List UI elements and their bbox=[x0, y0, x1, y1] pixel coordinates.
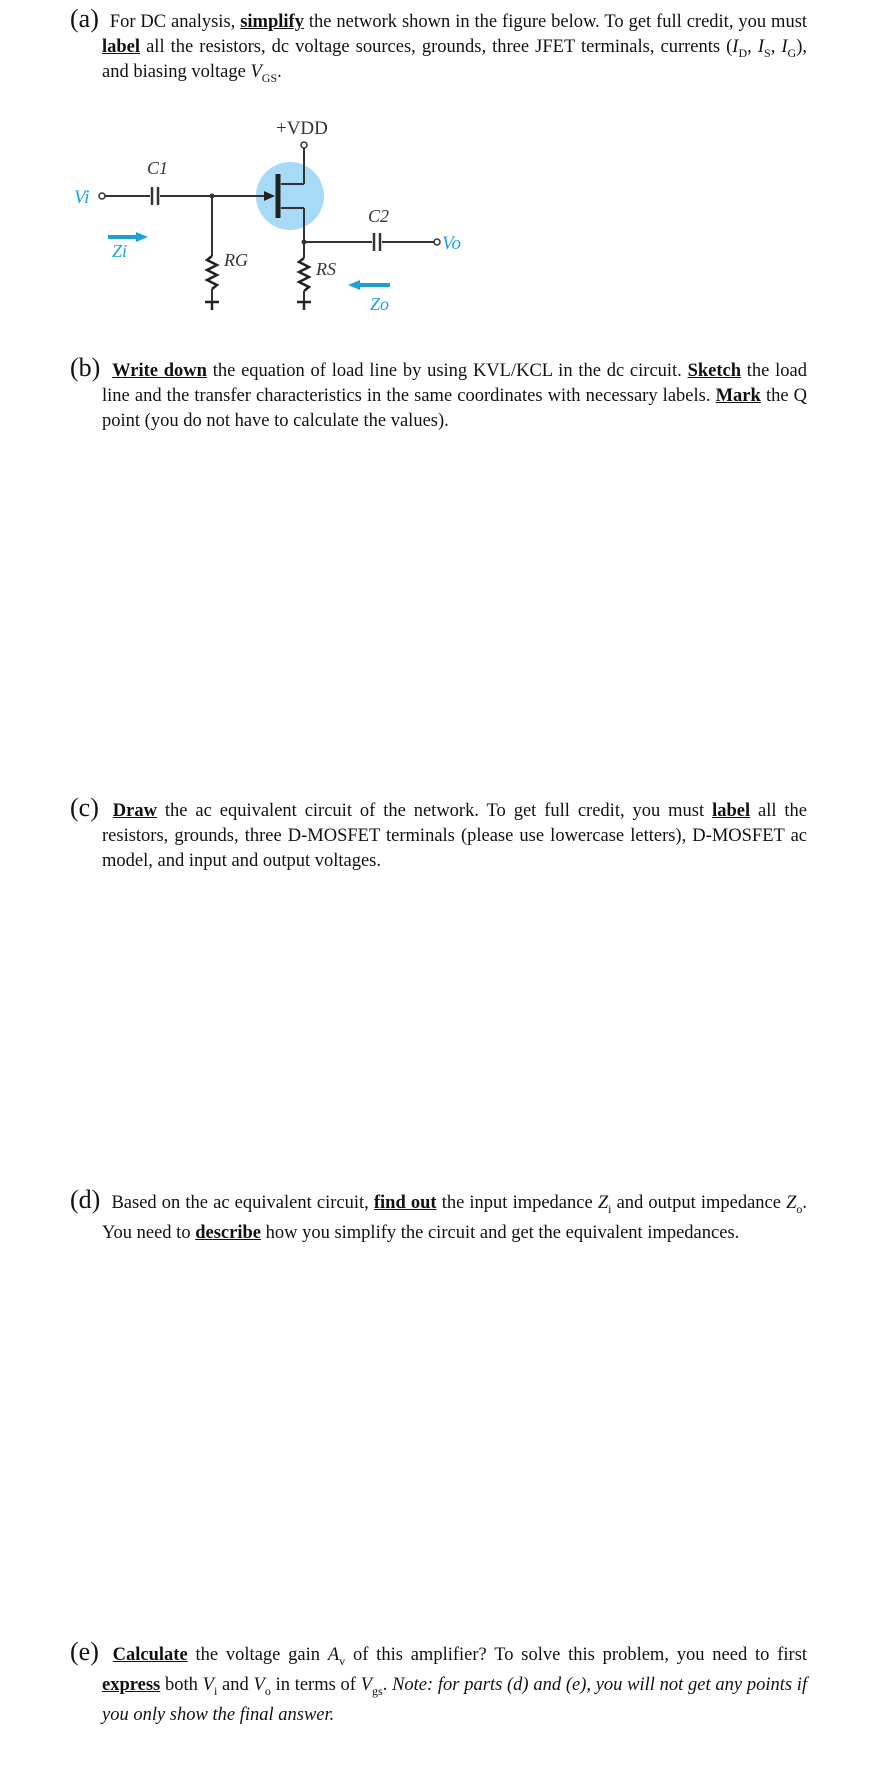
text: all the resistors, grounds, three D-MOSFET terminals (please use lowercase letters), D-MOSFET ac model, and input and output voltages. bbox=[102, 801, 808, 871]
symbol-id: I bbox=[732, 37, 739, 57]
symbol-vgs-sub: gs bbox=[372, 1684, 383, 1698]
vo-terminal bbox=[434, 239, 440, 245]
text: and output impedance bbox=[616, 1193, 781, 1213]
text: . You need to bbox=[102, 1193, 808, 1243]
text: . bbox=[277, 62, 282, 82]
symbol-id-sub: D bbox=[738, 46, 748, 60]
symbol-zi: Z bbox=[597, 1193, 609, 1213]
symbol-zo-sub: o bbox=[796, 1202, 803, 1216]
text: Based on the ac equivalent circuit, bbox=[111, 1193, 369, 1213]
keyword-sketch: Sketch bbox=[687, 361, 742, 381]
symbol-vgs: V bbox=[250, 62, 262, 82]
zo-label: Zo bbox=[370, 294, 390, 314]
vi-terminal bbox=[99, 193, 105, 199]
keyword-describe: describe bbox=[195, 1223, 261, 1243]
question-b bbox=[70, 355, 807, 434]
keyword-draw: Draw bbox=[112, 801, 157, 821]
c2-label: C2 bbox=[368, 206, 390, 226]
zi-arrow-head bbox=[136, 232, 148, 242]
vi-label: Vi bbox=[74, 187, 90, 208]
jfet-circuit-diagram bbox=[74, 112, 461, 322]
keyword-find-out: find out bbox=[373, 1193, 437, 1213]
keyword-calculate: Calculate bbox=[112, 1645, 188, 1665]
symbol-vi-sub: i bbox=[213, 1684, 218, 1698]
rs-resistor bbox=[299, 258, 309, 291]
keyword-label: label bbox=[712, 801, 751, 821]
keyword-write-down: Write down bbox=[112, 361, 207, 381]
text: the input impedance bbox=[441, 1193, 593, 1213]
text: how you simplify the circuit and get the equivalent impedances. bbox=[265, 1223, 740, 1243]
text: in terms of bbox=[275, 1675, 356, 1695]
note-text: Note: for parts (d) and (e), you will not get any points if you only show the final answer. bbox=[102, 1675, 808, 1725]
text: the load line and the transfer characteristics in the same coordinates with necessary labels. bbox=[102, 361, 808, 406]
symbol-ig: I bbox=[781, 37, 788, 57]
text: For DC analysis, bbox=[109, 12, 236, 32]
question-c-label: (c) bbox=[70, 793, 99, 822]
symbol-vgs: V bbox=[360, 1675, 373, 1695]
zo-arrow-head bbox=[348, 280, 360, 290]
keyword-express: express bbox=[102, 1675, 161, 1695]
text: of this amplifier? To solve this problem, you need to first bbox=[352, 1645, 808, 1665]
vdd-terminal bbox=[301, 142, 307, 148]
symbol-is-sub: S bbox=[764, 46, 771, 60]
text: , bbox=[770, 37, 782, 57]
question-c bbox=[70, 795, 807, 874]
symbol-vo-sub: o bbox=[264, 1684, 271, 1698]
vdd-label: +VDD bbox=[276, 118, 328, 139]
symbol-vgs-sub: GS bbox=[261, 71, 278, 85]
question-e-label: (e) bbox=[70, 1637, 99, 1666]
vo-label: Vo bbox=[442, 233, 461, 254]
question-d bbox=[70, 1185, 807, 1248]
symbol-ig-sub: G bbox=[787, 46, 797, 60]
symbol-av-sub: v bbox=[339, 1654, 346, 1668]
text: the Q point (you do not have to calculate the values). bbox=[102, 386, 808, 431]
rg-resistor bbox=[207, 256, 217, 289]
symbol-av: A bbox=[327, 1645, 340, 1665]
keyword-simplify: simplify bbox=[240, 12, 304, 32]
text: ), and biasing voltage bbox=[102, 37, 808, 82]
text: the network shown in the figure below. To get full credit, you must bbox=[308, 12, 808, 32]
keyword-mark: Mark bbox=[715, 386, 761, 406]
rs-label: RS bbox=[316, 259, 336, 279]
text: the voltage gain bbox=[195, 1645, 321, 1665]
text: all the resistors, dc voltage sources, grounds, three JFET terminals, currents ( bbox=[146, 37, 733, 57]
question-d-label: (d) bbox=[70, 1185, 101, 1214]
text: and bbox=[222, 1675, 249, 1695]
c1-label: C1 bbox=[147, 158, 169, 178]
symbol-vo: V bbox=[253, 1675, 265, 1695]
question-e bbox=[70, 1637, 807, 1730]
text: . bbox=[382, 1675, 388, 1695]
symbol-zi-sub: i bbox=[608, 1202, 612, 1216]
keyword-label: label bbox=[102, 37, 141, 57]
question-a bbox=[70, 6, 807, 85]
question-b-label: (b) bbox=[70, 353, 101, 382]
symbol-zo: Z bbox=[786, 1193, 797, 1213]
rg-label: RG bbox=[224, 250, 248, 270]
question-a-label: (a) bbox=[70, 4, 99, 33]
text: both bbox=[165, 1675, 198, 1695]
zi-label: Zi bbox=[112, 241, 128, 261]
text: , bbox=[747, 37, 758, 57]
symbol-is: I bbox=[757, 37, 764, 57]
text: the ac equivalent circuit of the network. To get full credit, you must bbox=[164, 801, 705, 821]
text: the equation of load line by using KVL/KCL in the dc circuit. bbox=[212, 361, 682, 381]
symbol-vi: V bbox=[202, 1675, 214, 1695]
